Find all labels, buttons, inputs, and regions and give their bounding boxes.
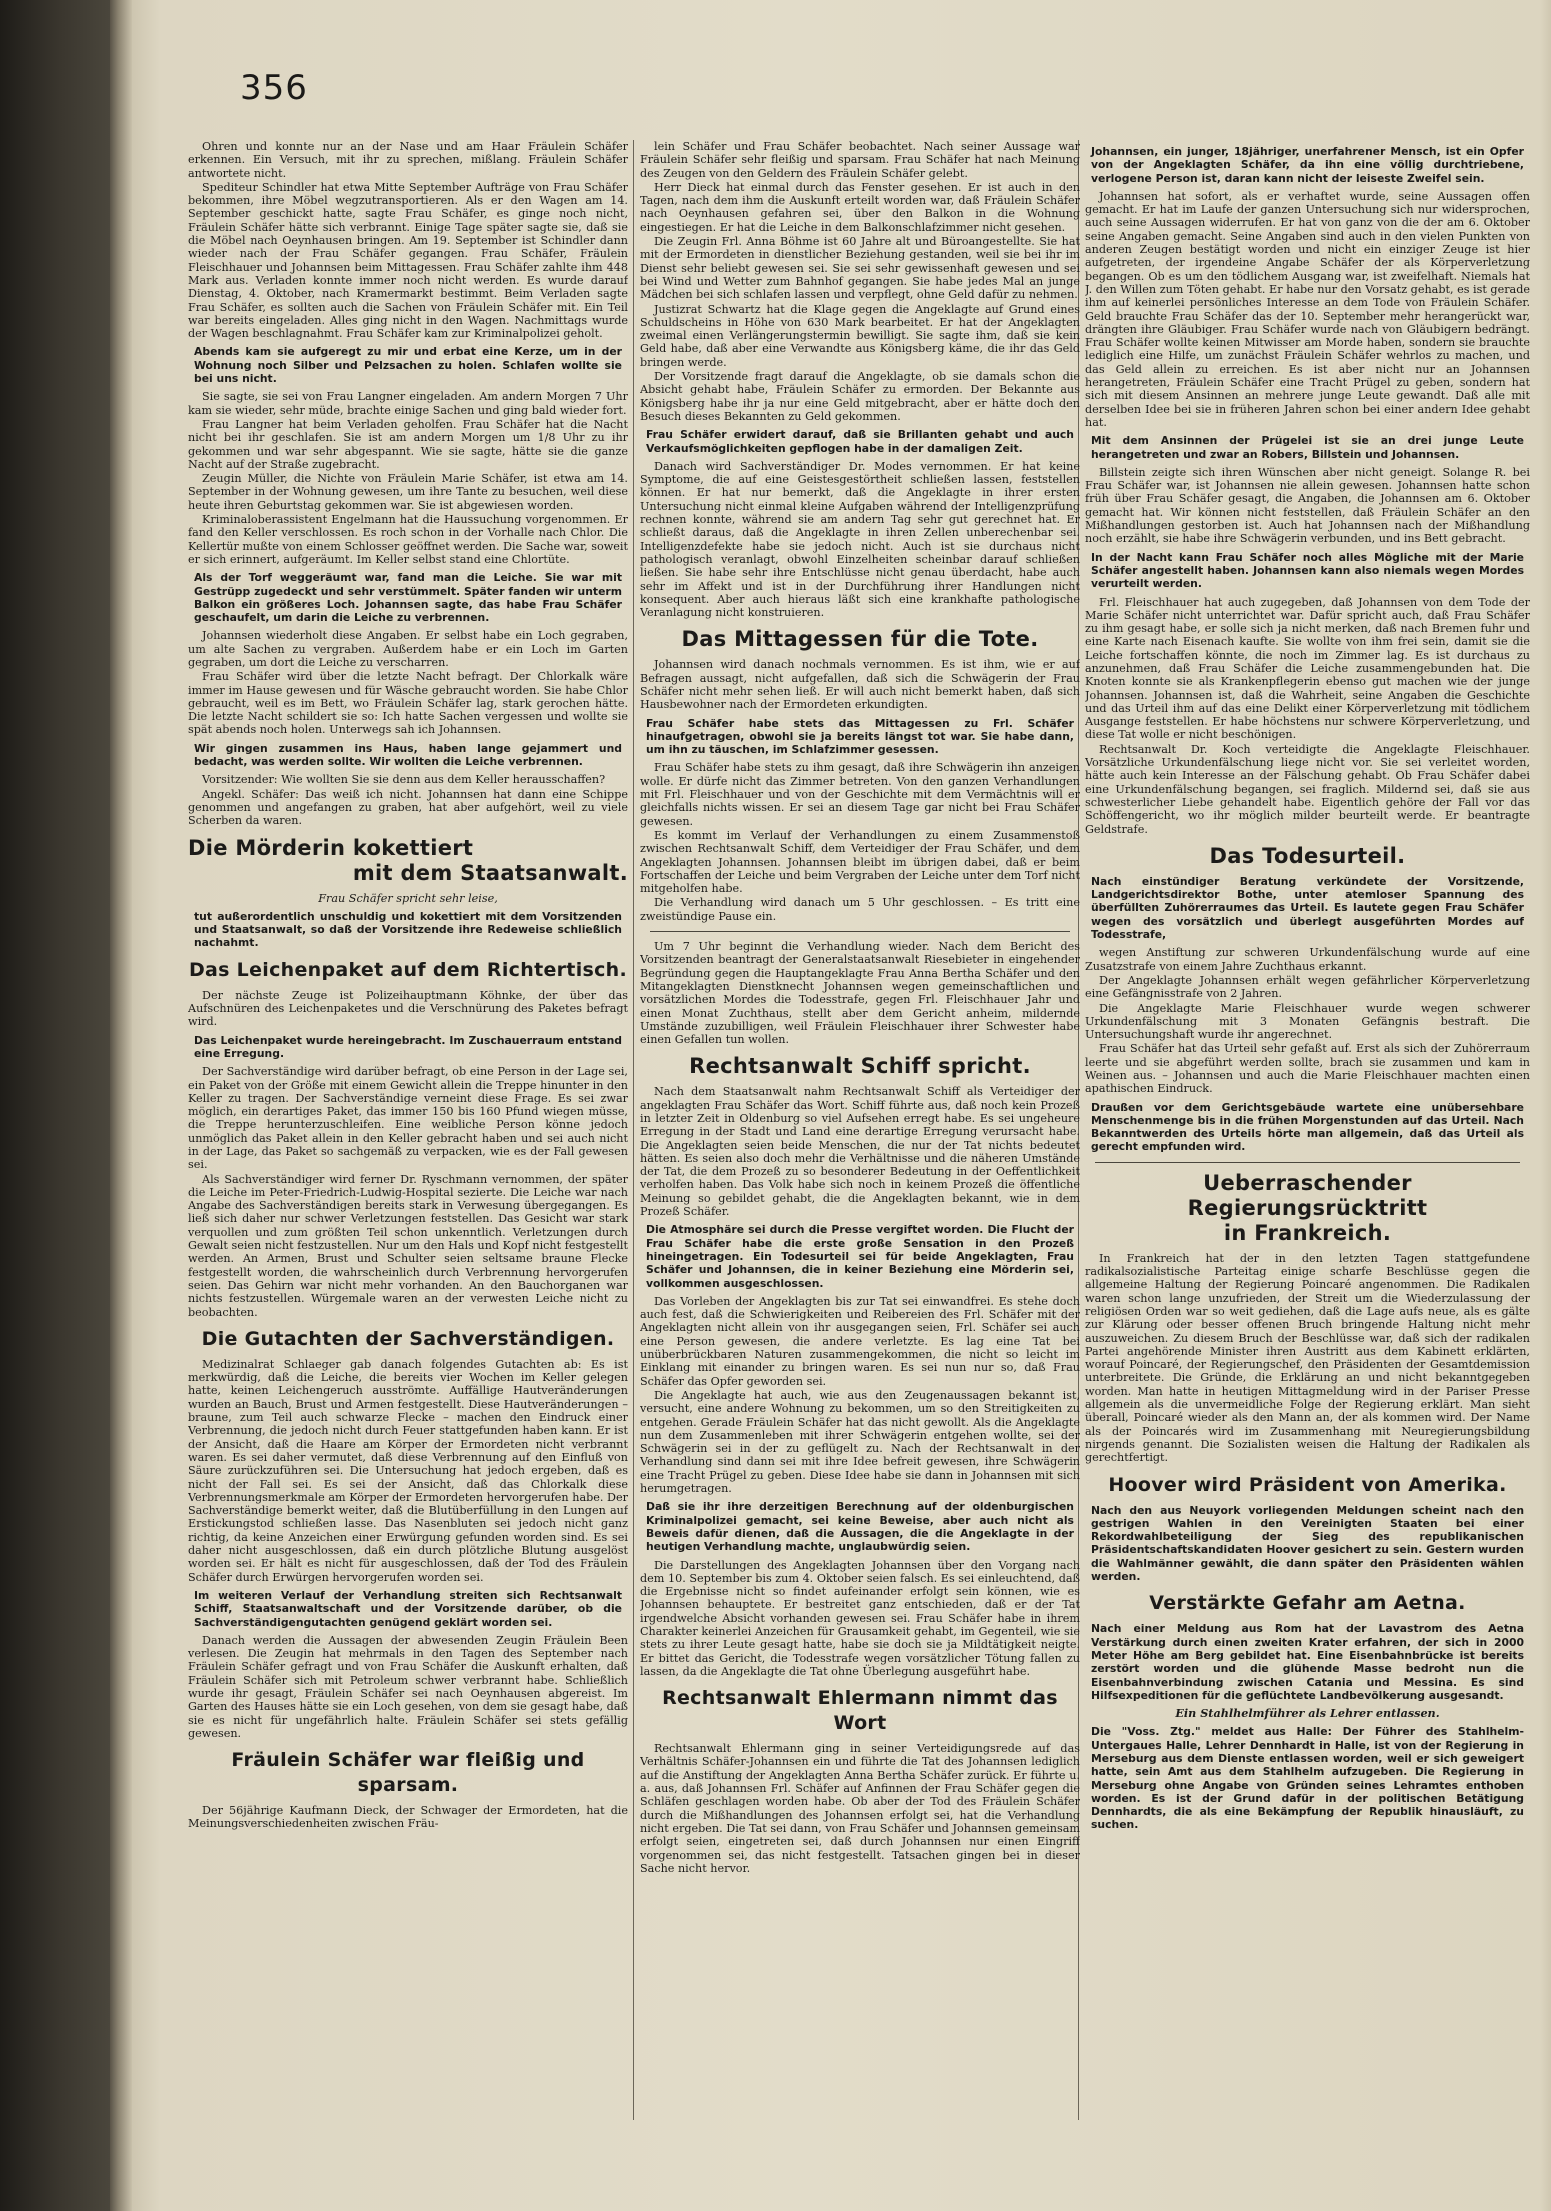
bold-paragraph: Im weiteren Verlauf der Verhandlung streiten sich Rechtsanwalt Schiff, Staatsanwaltschaft und der Vorsitzende darüber, ob die Sachverständigengutachten genügend geklärt worden sei. [194,1588,622,1629]
headline: Das Todesurteil. [1209,843,1406,868]
paragraph: Der nächste Zeuge ist Polizeihauptmann Köhnke, der über das Aufschnüren des Leichenpaketes und die Verschnürung des Paketes befragt wird. [188,988,628,1029]
bold-paragraph: Nach den aus Neuyork vorliegenden Meldungen scheint nach den gestrigen Wahlen in den Vereinigten Staaten bei einer Rekordwahlbeteiligung der Sieg des republikanischen Präsidentschaftskandidaten Hoover gesichert zu sein. Gestern wurden die Wahlmänner gewählt, die dann später den Präsidenten wählen werden. [1091,1503,1524,1584]
bold-paragraph: Johannsen, ein junger, 18jähriger, unerfahrener Mensch, ist ein Opfer von der Angeklagten Schäfer, da ihn eine völlig durchtriebene, verlogene Person ist, daran kann nicht der leiseste Zweifel sein. [1091,145,1524,185]
paragraph: Frau Schäfer hat das Urteil sehr gefaßt auf. Erst als sich der Zuhörerraum leerte und sie abgeführt werden sollte, brach sie zusammen und kam in Weinen aus. – Johannsen und auch die Marie Fleischhauer machten einen apathischen Eindruck. [1085,1042,1530,1096]
bold-paragraph: Wir gingen zusammen ins Haus, haben lange gejammert und bedacht, was werden sollte. Wir wollten die Leiche verbrennen. [194,741,622,769]
paragraph: Justizrat Schwartz hat die Klage gegen die Angeklagte auf Grund eines Schuldscheins in Höhe von 630 Mark bearbeitet. Er hat der Angeklagten zweimal einen Verlängerungstermin bewilligt. Sie sagte ihm, daß sie kein Geld habe, daß aber eine Verwandte aus Königsberg käme, die ihr das Geld bringen werde. [640,302,1080,369]
column-1 [188,140,628,2120]
paragraph: Spediteur Schindler hat etwa Mitte September Aufträge von Frau Schäfer bekommen, ihre Möbel wegzutransportieren. Als er den Wagen am 14. September geschickt hatte, sagte Frau Schäfer, es ginge noch nicht, Fräulein Schäfer hätte sich verbrannt. Einige Tage später sagte sie, daß sie die Möbel nach Oeynhausen bringen. Am 19. September ist Schindler dann wieder nach der Frau Schäfer gegangen. Frau Schäfer, Fräulein Fleischhauer und Johannsen beim Mittagessen. Frau Schäfer zahlte ihm 448 Mark aus. Verladen konnte immer noch nicht werden. Es wurde darauf Dienstag, 4. Oktober, nach Kramermarkt bestimmt. Beim Verladen sagte Frau Schäfer, es sollten auch die Sachen von Fräulein Schäfer mit. Ein Teil war bereits eingeladen. Alles ging nicht in den Wagen. Nachmittags wurde der Wagen beschlagnahmt. Frau Schäfer kam zur Kriminalpolizei geholt. [188,180,628,341]
paragraph: Frau Schäfer wird über die letzte Nacht befragt. Der Chlorkalk wäre immer im Hause gewesen und für Wäsche gebraucht worden. Sie habe Chlor gebraucht, weil es im Bett, wo Fräulein Schäfer lag, stark gerochen hätte. Die letzte Nacht schildert sie so: Ich hatte Sachen vergessen und wollte sie spät abends noch holen. Unterwegs sah ich Johannsen. [188,670,628,737]
bold-paragraph: Abends kam sie aufgeregt zu mir und erbat eine Kerze, um in der Wohnung noch Silber und Pelzsachen zu holen. Schlafen wollte sie bei uns nicht. [194,345,622,386]
paragraph: Der Sachverständige wird darüber befragt, ob eine Person in der Lage sei, ein Paket von der Größe mit einem Gewicht allein die Treppe hinunter in den Keller zu tragen. Der Sachverständige verneint diese Frage. Es sei zwar möglich, ein derartiges Paket, das immer 150 bis 160 Pfund wiegen müsse, die Treppe herunterzuschleifen. Eine weibliche Person könne jedoch unmöglich das Paket allein in den Keller gebracht haben und sei auch nicht in der Lage, das Paket so sachgemäß zu verpacken, wie es der Fall gewesen sei. [188,1065,628,1172]
subline: Frau Schäfer spricht sehr leise, [318,891,498,905]
headline: Hoover wird Präsident von Amerika. [1108,1473,1507,1496]
paragraph: Der Angeklagte Johannsen erhält wegen gefährlicher Körperverletzung eine Gefängnisstrafe von 2 Jahren. [1085,973,1530,1001]
paragraph: Die Zeugin Frl. Anna Böhme ist 60 Jahre alt und Büroangestellte. Sie hat mit der Ermordeten in dienstlicher Beziehung gestanden, weil sie bei ihr im Dienst sehr beliebt gewesen sei. Sie sei sehr gewissenhaft gewesen und sei bei Wind und Wetter zum Bahnhof gegangen. Sie habe jedes Mal an junge Mädchen bei sich schlafen lassen und verpflegt, ohne Geld dafür zu nehmen. [640,235,1080,302]
headline: Rechtsanwalt Ehlermann nimmt das Wort [662,1687,1058,1735]
book-binding [110,0,132,2211]
bold-paragraph: tut außerordentlich unschuldig und kokettiert mit dem Vorsitzenden und Staatsanwalt, so daß der Vorsitzende ihre Redeweise schließlich nachahmt. [194,909,622,950]
paragraph: Frau Schäfer habe stets zu ihm gesagt, daß ihre Schwägerin ihn anzeigen wolle. Er dürfe nicht das Zimmer betreten. Von den ganzen Verhandlungen mit Frl. Fleischhauer und von der Geschichte mit dem Vermächtnis will er gleichfalls nichts wissen. Er sei an diesem Tage gar nicht bei Frau Schäfer gewesen. [640,761,1080,828]
bold-paragraph: Frau Schäfer habe stets das Mittagessen zu Frl. Schäfer hinaufgetragen, obwohl sie ja bereits längst tot war. Sie habe dann, um ihn zu täuschen, im Schlafzimmer gesessen. [646,716,1074,757]
paragraph: Billstein zeigte sich ihren Wünschen aber nicht geneigt. Solange R. bei Frau Schäfer war, ist Johannsen nie allein gewesen. Johannsen hatte schon früh über Frau Schäfer gesagt, die Angaben, die Johannsen am 6. Oktober gemacht hat. Wir können nicht feststellen, daß Fräulein Schäfer an den Mißhandlungen gestorben ist. Auch hat Johannsen nach der Mißhandlung noch erzählt, sie habe ihre Schwägerin verbunden, und ins Bett gebracht. [1085,465,1530,546]
bold-paragraph: Die Atmosphäre sei durch die Presse vergiftet worden. Die Flucht der Frau Schäfer habe die erste große Sensation in den Prozeß hineingetragen. Ein Todesurteil sei für beide Angeklagten, Frau Schäfer und Johannsen, die in keiner Beziehung eine Mörderin sei, vollkommen ausgeschlossen. [646,1223,1074,1290]
headline: Fräulein Schäfer war fleißig und sparsam. [231,1749,585,1797]
paragraph: wegen Anstiftung zur schweren Urkundenfälschung wurde auf eine Zusatzstrafe von einem Jahre Zuchthaus erkannt. [1085,946,1530,973]
headline: Das Leichenpaket auf dem Richtertisch. [188,958,628,981]
paragraph: Es kommt im Verlauf der Verhandlungen zu einem Zusammenstoß zwischen Rechtsanwalt Schiff, dem Verteidiger der Frau Schäfer, und dem Angeklagten Johannsen. Johannsen bleibt im übrigen dabei, daß er beim Fortschaffen der Leiche und beim Vergraben der Leiche unter dem Torf nicht mitgeholfen habe. [640,828,1080,896]
headline: mit dem Staatsanwalt. [352,860,628,885]
paragraph: Johannsen hat sofort, als er verhaftet wurde, seine Aussagen offen gemacht. Er hat im Laufe der ganzen Untersuchung sich nur widersprochen, auch seine Aussagen widerrufen. Er hat von ganz von die der am 6. Oktober seine Angaben gemacht. Seine Angaben sind auch in den vielen Punkten von anderen Zeugen bestätigt worden und nicht ein einziger Zeuge ist hier aufgetreten, der irgendeine Angabe Schäfer der als Körperverletzung begangen. Ob es um den tödlichem Ausgang war, ist zweifelhaft. Niemals hat J. den Willen zum Töten gehabt. Er habe nur den Vorsatz gehabt, es ist gerade ihm auf keinerlei persönliches Interesse an dem Tode von Fräulein Schäfer. Geld brauchte Frau Schäfer das der 10. September mehr herangerückt war, drängten ihre Gläubiger. Frau Schäfer wurde nach von Gläubigern bedrängt. Frau Schäfer wollte keinen Mitwisser am Morde haben, sondern sie brauchte lediglich eine Hilfe, um zunächst Fräulein Schäfer wehrlos zu machen, und das Geld allein zu erreichen. Es ist aber nicht nur an Johannsen herangetreten, Fräulein Schäfer eine Tracht Prügel zu geben, sondern hat sich mit diesem Ansinnen an mehrere junge Leute gewandt. Daß alle mit derselben Idee bei sie in früheren Jahren schon bei einer andern Idee gehabt hat. [1085,189,1530,429]
subline: Ein Stahlhelmführer als Lehrer entlassen. [1175,1706,1440,1721]
paragraph: Als Sachverständiger wird ferner Dr. Ryschmann vernommen, der später die Leiche im Peter-Friedrich-Ludwig-Hospital sezierte. Die Leiche war nach Angabe des Sachverständigen bereits stark in Verwesung übergegangen. Es ließ sich daher nur schwer Verletzungen feststellen. Das Gesicht war stark verquollen und zum größten Teil schon unkenntlich. Verletzungen durch Gewalt seien nicht festzustellen. Nur um den Hals und Kopf nicht festgestellt werden. An Armen, Brust und Schulter seien seltsame braune Flecke festgestellt worden, die wahrscheinlich durch Verbrennung hervorgerufen seien. Das Gehirn war nicht mehr vorhanden. An den Bauchorganen war nichts festzustellen. Würgemale waren an der verwesten Leiche nicht zu beobachten. [188,1172,628,1319]
paragraph: Zeugin Müller, die Nichte von Fräulein Marie Schäfer, ist etwa am 14. September in der Wohnung gewesen, um ihre Tante zu besuchen, weil diese heute ihren Geburtstag gekommen war. Sie ist abgewiesen worden. [188,472,628,512]
column-3 [1085,140,1530,2120]
bold-paragraph: Frau Schäfer erwidert darauf, daß sie Brillanten gehabt und auch Verkaufsmöglichkeiten gepflogen habe in der damaligen Zeit. [646,428,1074,455]
headline: Rechtsanwalt Schiff spricht. [689,1054,1031,1079]
headline: in Frankreich. [1223,1220,1392,1245]
paragraph: lein Schäfer und Frau Schäfer beobachtet. Nach seiner Aussage war Fräulein Schäfer sehr fleißig und sparsam. Frau Schäfer hat nach Meinung des Zeugen von den Geldern des Fräulein Schäfer gelebt. [640,140,1080,180]
bold-paragraph: In der Nacht kann Frau Schäfer noch alles Mögliche mit der Marie Schäfer angestellt haben. Johannsen kann also niemals wegen Mordes verurteilt werden. [1091,550,1524,591]
headline: Die Gutachten der Sachverständigen. [201,1327,615,1350]
page-number: 356 [240,68,308,108]
paragraph: Medizinalrat Schlaeger gab danach folgendes Gutachten ab: Es ist merkwürdig, daß die Leiche, die bereits vier Wochen im Keller gelegen hatte, keinen Leichengeruch ausströmte. Auffällige Hautveränderungen wurden an Bauch, Brust und Armen festgestellt. Diese Hautveränderungen – braune, zum Teil auch schwarze Flecke – machen den Eindruck einer Verbrennung, die jedoch nicht durch Feuer stattgefunden haben kann. Er ist der Ansicht, daß die Haare am Körper der Ermordeten nicht verbrannt waren. Es sei daher vermutet, daß diese Verbrennung auf den Einfluß von Säure zurückzuführen sei. Die Untersuchung hat jedoch ergeben, daß es nicht der Fall sei. Es sei der Ansicht, daß das Chlorkalk diese Verbrennungsmerkmale am Körper der Ermordeten hervorgerufen habe. Der Sachverständige bemerkt weiter, daß die Blutüberfüllung in den Lungen auf Erstickungstod schließen lasse. Das Nasenbluten sei jedoch nicht ganz richtig, da keine Anzeichen einer Erwürgung gefunden worden sind. Es sei daher nicht ausgeschlossen, daß ein durch plötzliche Blutung ausgelöst worden sei. Er hält es nicht für ausgeschlossen, daß der Tod des Fräulein Schäfer durch Erwürgen hervorgerufen worden sei. [188,1357,628,1584]
paragraph: Die Verhandlung wird danach um 5 Uhr geschlossen. – Es tritt eine zweistündige Pause ein. [640,896,1080,923]
paragraph: Danach werden die Aussagen der abwesenden Zeugin Fräulein Been verlesen. Die Zeugin hat mehrmals in den Tagen des September nach Fräulein Schäfer gefragt und von Frau Schäfer die Auskunft erhalten, daß Fräulein Schäfer sich mit Petroleum schwer verbrannt habe. Schließlich wurde ihr gesagt, Fräulein Schäfer sei nach Oeynhausen abgereist. Im Garten des Hauses hätte sie ein Loch gesehen, von dem sie gesagt habe, daß sie es nicht für ungefährlich halte. Fräulein Schäfer sei stets gefällig gewesen. [188,1633,628,1740]
bold-paragraph: Nach einstündiger Beratung verkündete der Vorsitzende, Landgerichtsdirektor Bothe, unter atemloser Spannung des überfüllten Zuhörerraumes das Urteil. Es lautete gegen Frau Schäfer wegen des vorsätzlich und überlegt ausgeführten Mordes auf Todesstrafe, [1091,874,1524,942]
column-rule [633,140,634,2120]
paragraph: Rechtsanwalt Dr. Koch verteidigte die Angeklagte Fleischhauer. Vorsätzliche Urkundenfälschung liege nicht vor. Sie sei verleitet worden, hätte auch kein Interesse an der Fälschung gehabt. Ob Frau Schäfer dabei eine Urkundenfälschung begangen, sei fraglich. Mildernd sei, daß sie aus schwesterlicher Liebe gehandelt habe. Eigentlich gehöre der Fall vor das Schöffengericht, wo ihr möglich milder beurteilt werde. Er beantragte Geldstrafe. [1085,742,1530,836]
paragraph: Die Angeklagte hat auch, wie aus den Zeugenaussagen bekannt ist, versucht, eine andere Wohnung zu bekommen, um so den Streitigkeiten zu entgehen. Gerade Fräulein Schäfer hat das nicht gewollt. Als die Angeklagte nun dem Zusammenleben mit ihrer Schwägerin entgehen wollte, sei der Schwägerin sei in der zu geflügelt zu. Nach der Rechtsanwalt in der Verhandlung sind dann sei mit ihre Idee befreit gewesen, ihre Schwägerin eine Tracht Prügel zu geben. Diese Idee habe sie dann in Johannsen mit sich herumgetragen. [640,1388,1080,1496]
paragraph: Sie sagte, sie sei von Frau Langner eingeladen. Am andern Morgen 7 Uhr kam sie wieder, sehr müde, brachte einige Sachen und ging bald wieder fort. [188,390,628,417]
divider [650,931,1070,932]
column-2 [640,140,1080,2120]
bold-paragraph: Draußen vor dem Gerichtsgebäude wartete eine unübersehbare Menschenmenge bis in die frühen Morgenstunden auf das Urteil. Nach Bekanntwerden des Urteils hörte man allgemein, daß das Urteil als gerecht empfunden wird. [1091,1100,1524,1154]
paragraph: Das Vorleben der Angeklagten bis zur Tat sei einwandfrei. Es stehe doch auch fest, daß die Schwierigkeiten und Reibereien des Frl. Schäfer mit der Angeklagten nicht allein von ihr ausgegangen seien, Frl. Schäfer sei auch eine Person gewesen, die andere verletzte. Es lag eine Tat bei unüberbrückbaren Naturen zusammengekommen, die nicht so leicht im Einklang mit einander zu bringen waren. Es sei nun nur so, daß Frau Schäfer das Opfer geworden sei. [640,1294,1080,1388]
paragraph: Der Vorsitzende fragt darauf die Angeklagte, ob sie damals schon die Absicht gehabt habe, Fräulein Schäfer zu ermorden. Der Bekannte aus Königsberg habe ihr ja nur eine Geld mitgebracht, aber er hätte doch den Besuch dieses Bekannten zu Geld gekommen. [640,370,1080,423]
paragraph: Nach dem Staatsanwalt nahm Rechtsanwalt Schiff als Verteidiger der angeklagten Frau Schäfer das Wort. Schiff führte aus, daß noch kein Prozeß in letzter Zeit in Oldenburg so viel Aufsehen erregt habe. Es sei ungeheure Erregung in der Stadt und Land eine derartige Erregung verursacht habe. Die Angeklagten seien beide Menschen, die nur der Tat nichts bedeutet hätten. Es seien also doch mehr die Verhältnisse und die näheren Umstände der Tat, die dem Prozeß zu so besonderer Bedeutung in der Oeffentlichkeit verholfen haben. Das Volk habe sich noch in keinem Prozeß die öffentliche Meinung so gebildet gehabt, die die Angeklagten bekannt, wie in dem Prozeß Schäfer. [640,1085,1080,1219]
divider [1095,1162,1520,1163]
paragraph: Der 56jährige Kaufmann Dieck, der Schwager der Ermordeten, hat die Meinungsverschiedenheiten zwischen Fräu- [188,1804,628,1831]
headline: Die Mörderin kokettiert [188,835,474,860]
paragraph: Die Darstellungen des Angeklagten Johannsen über den Vorgang nach dem 10. September bis zum 4. Oktober seien falsch. Es sei einleuchtend, daß die Ergebnisse nicht so findet aufeinander erfolgt sein können, wie es Johannsen behauptete. Er bestreitet ganz entschieden, daß er der Tat irgendwelche Absicht vorhanden gewesen sei. Frau Schäfer habe in ihrem Charakter keinerlei Anzeichen für Grausamkeit gehabt, im Gegenteil, wie sie stets zu ihrer Leute gesagt hatte, habe sie doch sie ja Mildtätigkeit neigte. Er bittet das Gericht, die Todesstrafe wegen vorsätzlicher Tötung fallen zu lassen, da die Angeklagte die Tat ohne Überlegung ausgeführt habe. [640,1558,1080,1678]
bold-paragraph: Mit dem Ansinnen der Prügelei ist sie an drei junge Leute herangetreten und zwar an Robers, Billstein und Johannsen. [1091,434,1524,461]
paragraph: Die Angeklagte Marie Fleischhauer wurde wegen schwerer Urkundenfälschung mit 3 Monaten Gefängnis bestraft. Die Untersuchungshaft wurde ihr angerechnet. [1085,1001,1530,1042]
bold-paragraph: Die "Voss. Ztg." meldet aus Halle: Der Führer des Stahlhelm-Untergaues Halle, Lehrer Dennhardt in Halle, ist von der Regierung in Merseburg aus dem Dienste entlassen worden, weil er sich geweigert hatte, sein Amt aus dem Stahlhelm aufzugeben. Die Regierung in Merseburg ohne Angabe von Gründen seines Lehramtes enthoben worden. Es ist der Grund dafür in der politischen Betätigung Dennhardts, die als eine Bekämpfung der Republik hinausläuft, zu suchen. [1091,1725,1524,1832]
bold-paragraph: Das Leichenpaket wurde hereingebracht. Im Zuschauerraum entstand eine Erregung. [194,1033,622,1060]
bold-paragraph: Nach einer Meldung aus Rom hat der Lavastrom des Aetna Verstärkung durch einen zweiten Krater erfahren, der sich in 2000 Meter Höhe am Berg gebildet hat. Eine Eisenbahnbrücke ist bereits zerstört worden und die glühende Masse bedroht nun die Eisenbahnverbindung zwischen Catania und Messina. Es sind Hilfsexpeditionen für die geflüchtete Landbevölkerung ausgesandt. [1091,1622,1524,1702]
paragraph: Johannsen wiederholt diese Angaben. Er selbst habe ein Loch gegraben, um alte Sachen zu vergraben. Außerdem habe er ein Loch im Garten gegraben, um dort die Leiche zu verscharren. [188,629,628,669]
paragraph: Danach wird Sachverständiger Dr. Modes vernommen. Er hat keine Symptome, die auf eine Geistesgestörtheit schließen lassen, feststellen können. Er hat nur bemerkt, daß die Angeklagte in ihrer ersten Untersuchung nicht einmal kleine Aufgaben während der Intelligenzprüfung rechnen konnte, während sie am andern Tag sehr gut gerechnet hat. Er schließt daraus, daß die Angeklagte in ihren Zellen unberechenbar sei. Intelligenzdefekte habe sie jedoch nicht. Auch ist sie durchaus nicht pathologisch veranlagt, obwohl Einzelheiten scheinbar darauf schließen ließen. Sie habe sehr ihre Entschlüsse nicht genau überdacht, habe auch sehr im Affekt und ist in der Durchführung ihrer Handlungen nicht konsequent. Aber auch hieraus läßt sich eine krankhafte pathologische Veranlagung nicht konstruieren. [640,459,1080,620]
paragraph: Frl. Fleischhauer hat auch zugegeben, daß Johannsen von dem Tode der Marie Schäfer nicht unterrichtet war. Dafür spricht auch, daß Frau Schäfer zu ihm gesagt habe, er solle sich ja nicht merken, daß nach Bremen fuhr und eine Karte nach Eisenach kaufte. Sie wollte von ihm frei sein, damit sie die Leiche fortschaffen könnte, die noch im Zimmer lag. Es ist durchaus zu anzunehmen, daß Frau Schäfer die Leiche zusammengebunden hat. Die Knoten konnte sie als Krankenpflegerin ebenso gut machen wie der junge Johannsen. Johannsen ist, daß die Wahrheit, seine Angaben die Geschichte und das Urteil ihm auf das eine Delikt einer Körperverletzung mit tödlichem Ausgange feststellen. Er habe höchstens nur schwere Körperverletzung, und diese Tat wolle er nicht beschönigen. [1085,595,1530,742]
paragraph: Herr Dieck hat einmal durch das Fenster gesehen. Er ist auch in den Tagen, nach dem ihm die Auskunft erteilt worden war, daß Fräulein Schäfer nach Oeynhausen gefahren sei, über den Balkon in die Wohnung eingestiegen. Er hat die Leiche in dem Balkonschlafzimmer nicht gesehen. [640,180,1080,234]
paragraph: Kriminaloberassistent Engelmann hat die Haussuchung vorgenommen. Er fand den Keller verschlossen. Es roch schon in der Vorhalle nach Chlor. Die Kellertür mußte von einem Schlosser geöffnet werden. Die Sache war, soweit er sich erinnert, aufgeräumt. Im Keller selbst stand eine Chlortüte. [188,513,628,566]
paragraph: Frau Langner hat beim Verladen geholfen. Frau Schäfer hat die Nacht nicht bei ihr geschlafen. Sie ist am andern Morgen um 1/8 Uhr zu ihr gekommen und war sehr abgespannt. Wie sie sagte, hätte sie die ganze Nacht auf der Straße zugebracht. [188,417,628,471]
paragraph: Vorsitzender: Wie wollten Sie sie denn aus dem Keller herausschaffen? [202,773,606,787]
bold-paragraph: Als der Torf weggeräumt war, fand man die Leiche. Sie war mit Gestrüpp zugedeckt und sehr verstümmelt. Später fanden wir unterm Balkon ein größeres Loch. Johannsen sagte, das habe Frau Schäfer geschaufelt, um darin die Leiche zu verbrennen. [194,571,622,625]
paragraph: Ohren und konnte nur an der Nase und am Haar Fräulein Schäfer erkennen. Ein Versuch, mit ihr zu sprechen, mißlang. Fräulein Schäfer antwortete nicht. [188,140,628,180]
headline: Ueberraschender Regierungsrücktritt [1187,1170,1428,1220]
paragraph: In Frankreich hat der in den letzten Tagen stattgefundene radikalsozialistische Parteitag einige scharfe Beschlüsse gegen die allgemeine Haltung der Regierung Poincaré angenommen. Die Radikalen waren schon lange unzufrieden, der Streit um die Wiederzulassung der religiösen Orden war so weit gediehen, daß die Lage aufs neue, als es gälte zur Klärung oder besser offenen Bruch bringende Haltung nicht mehr auszuweichen. Zu diesem Bruch der Beschlüsse war, daß sich der radikalen Partei angehörende Minister ihren Austritt aus dem Kabinett erklärten, worauf Poincaré, der Regierungschef, den Präsidenten der Gesamtdemission unterbreitete. Die Gründe, die Erklärung an und nicht bekanntgegeben worden. Man hatte in heutigen Mittagmeldung wird in der Pariser Presse allgemein als die unvermeidliche Folge der Regierung erklärt. Man sieht überall, Poincaré wieder als den Mann an, der als kommen wird. Der Name als der Poincarés wird im Zusammenhang mit Neuregierungsbildung nirgends genannt. Die Sozialisten weisen die Haltung der Radikalen als gerechtfertigt. [1085,1251,1530,1465]
headline: Verstärkte Gefahr am Aetna. [1149,1592,1466,1615]
paragraph: Rechtsanwalt Ehlermann ging in seiner Verteidigungsrede auf das Verhältnis Schäfer-Johannsen ein und führte die Tat des Johannsen lediglich auf die Anstiftung der Angeklagten Anna Bertha Schäfer zurück. Er führte u. a. aus, daß Johannsen Frl. Schäfer auf Anfinnen der Frau Schäfer gegen die Schläfen geschlagen worden habe. Ob aber der Tod des Fräulein Schäfer durch die Mißhandlungen des Johannsen erfolgt sei, hat die Verhandlung nicht ergeben. Die Tat sei dann, von Frau Schäfer und Johannsen gemeinsam erfolgt seien, eingetreten sei, daß durch Johannsen nur einen Eingriff vorgenommen sei, das nicht festgestellt. Tatsachen gingen bei in dieser Sache nicht hervor. [640,1742,1080,1875]
headline: Das Mittagessen für die Tote. [681,627,1039,652]
paragraph: Angekl. Schäfer: Das weiß ich nicht. Johannsen hat dann eine Schippe genommen und angefangen zu graben, hat aber aufgehört, weil zu viele Scherben da waren. [188,787,628,828]
paragraph: Johannsen wird danach nochmals vernommen. Es ist ihm, wie er auf Befragen aussagt, nicht aufgefallen, daß sich die Schwägerin der Frau Schäfer nicht mehr sehen ließ. Er will auch nicht bemerkt haben, daß sich Hausbewohner nach der Ermordeten erkundigten. [640,658,1080,712]
bold-paragraph: Daß sie ihr ihre derzeitigen Berechnung auf der oldenburgischen Kriminalpolizei gemacht, sei keine Beweise, aber auch nicht als Beweis dafür dienen, daß die Aussagen, die die Angeklagte in der heutigen Verhandlung machte, unglaubwürdig seien. [646,1500,1074,1554]
paragraph: Um 7 Uhr beginnt die Verhandlung wieder. Nach dem Bericht des Vorsitzenden beantragt der Generalstaatsanwalt Riesebieter in eingehender Begründung gegen die Hauptangeklagte Frau Anna Bertha Schäfer und den Mitangeklagten Dienstknecht Johannsen wegen gemeinschaftlichen und vorsätzlichen Mordes die Todesstrafe, gegen Frl. Fleischhauer Jahr und einen Monat Zuchthaus, stellt aber dem Gericht anheim, mildernde Umstände zuzubilligen, weil Fräulein Fleischhauer ihrer Schwester habe einen Gefallen tun wollen. [640,940,1080,1047]
